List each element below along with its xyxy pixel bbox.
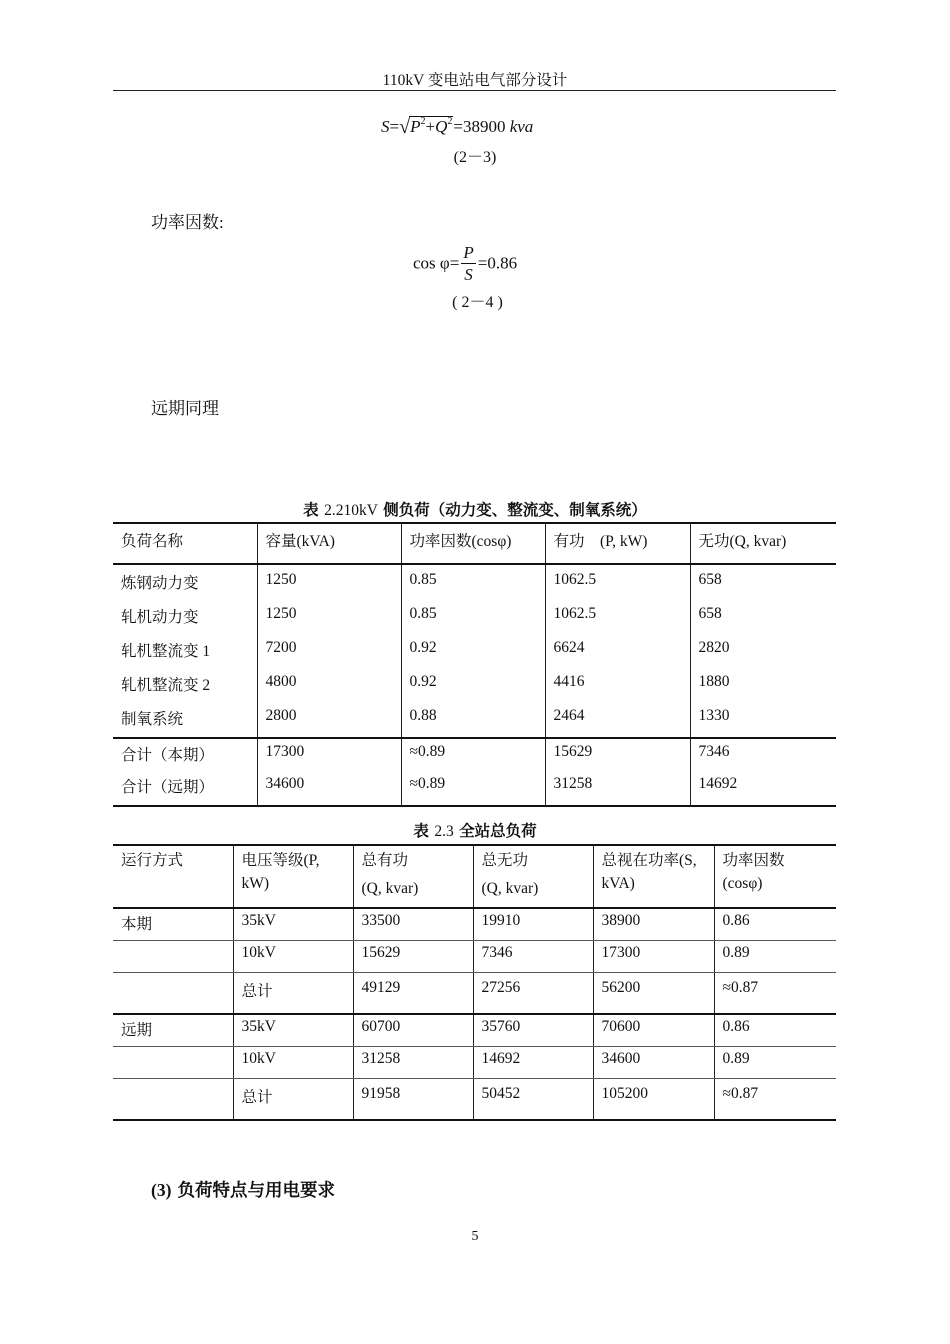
table-cell: 2820 (690, 635, 836, 669)
table-cell: 1250 (257, 564, 401, 601)
table-cell: 4416 (545, 669, 690, 703)
column-header: 容量(kVA) (257, 523, 401, 564)
table-cell: 总计 (233, 1079, 353, 1121)
table-cell: 49129 (353, 973, 473, 1015)
table-cell: 总计 (233, 973, 353, 1015)
table-total-row (113, 773, 836, 806)
table-cell: 0.86 (714, 1014, 836, 1047)
table-cell (113, 1079, 233, 1121)
table-cell: 70600 (593, 1014, 714, 1047)
table-cell: ≈0.87 (714, 973, 836, 1015)
table-cell: ≈0.89 (401, 738, 545, 773)
column-header: 功率因数 (cosφ) (714, 845, 836, 908)
table-row (113, 601, 836, 635)
table-cell: 0.85 (401, 601, 545, 635)
table-cell: 15629 (353, 941, 473, 973)
table-cell: 合计（远期） (113, 773, 257, 806)
table-cell: 7346 (690, 738, 836, 773)
table-cell: 7346 (473, 941, 593, 973)
table-row (113, 635, 836, 669)
column-header: 有功 (P, kW) (545, 523, 690, 564)
table-cell: 0.92 (401, 635, 545, 669)
section-heading-load-characteristics: (3) 负荷特点与用电要求 (151, 1180, 335, 1201)
table-cell: 38900 (593, 908, 714, 941)
table-cell: 34600 (593, 1047, 714, 1079)
table-cell: 合计（本期） (113, 738, 257, 773)
column-header: 无功(Q, kvar) (690, 523, 836, 564)
table-cell: 35kV (233, 1014, 353, 1047)
table-cell: 制氧系统 (121, 711, 184, 728)
table-cell: 轧机整流变 1 (121, 643, 211, 660)
table-cell: 15629 (545, 738, 690, 773)
table-station-total-load (113, 844, 836, 1121)
table-cell: 10kV (233, 1047, 353, 1079)
table-row (113, 564, 836, 601)
header-rule (113, 90, 836, 91)
table-cell-mode: 本期 (113, 908, 233, 941)
table-cell: 1330 (690, 703, 836, 738)
column-header: 负荷名称 (113, 523, 257, 564)
equation-number-2-3: (2－3) (453, 149, 497, 166)
table-cell: 35kV (233, 908, 353, 941)
table-cell: 105200 (593, 1079, 714, 1121)
table-cell: 炼钢动力变 (121, 575, 199, 592)
table-cell: 1062.5 (545, 601, 690, 635)
table-cell: ≈0.89 (401, 773, 545, 806)
table-cell: 轧机动力变 (121, 609, 199, 626)
paragraph-long-term: 远期同理 (151, 399, 219, 418)
table-cell: 0.92 (401, 669, 545, 703)
table-cell: 6624 (545, 635, 690, 669)
table-cell: 0.85 (401, 564, 545, 601)
equation-apparent-power: $S=√P^2+Q^2=38900$ kva (381, 116, 534, 138)
table-cell: 19910 (473, 908, 593, 941)
table-total-row (113, 738, 836, 773)
table-total-row (113, 973, 836, 1015)
table-cell: 1250 (257, 601, 401, 635)
paragraph-power-factor: 功率因数: (151, 213, 224, 232)
table-cell: 33500 (353, 908, 473, 941)
table-row (113, 941, 836, 973)
table-row (113, 669, 836, 703)
column-header: 电压等级(P, kW) (233, 845, 353, 908)
table-cell: 0.89 (714, 941, 836, 973)
column-header: 运行方式 (113, 845, 233, 908)
table-cell: 658 (690, 601, 836, 635)
table-cell: 2800 (257, 703, 401, 738)
table-cell: 35760 (473, 1014, 593, 1047)
column-header: 总无功 (Q, kvar) (473, 845, 593, 908)
table-row (113, 908, 836, 941)
table-cell: 4800 (257, 669, 401, 703)
table-cell: 0.86 (714, 908, 836, 941)
document-header-title: 110kV 变电站电气部分设计 (382, 72, 568, 89)
table-cell-mode: 远期 (113, 1014, 233, 1047)
table-header-row (113, 845, 836, 908)
equation-number-2-4: ( 2－4 ) (452, 294, 503, 311)
table-cell: 34600 (257, 773, 401, 806)
table-cell: 1062.5 (545, 564, 690, 601)
table-cell: 27256 (473, 973, 593, 1015)
column-header: 功率因数(cosφ) (401, 523, 545, 564)
table-cell: 17300 (257, 738, 401, 773)
table-cell: 0.89 (714, 1047, 836, 1079)
table-cell: 10kV (233, 941, 353, 973)
table-cell: 50452 (473, 1079, 593, 1121)
table-caption-10kv-load: 表 2.210kV 侧负荷（动力变、整流变、制氧系统） (303, 501, 647, 519)
table-cell: 1880 (690, 669, 836, 703)
table-cell: ≈0.87 (714, 1079, 836, 1121)
table-cell (113, 973, 233, 1015)
table-cell: 60700 (353, 1014, 473, 1047)
table-cell: 0.88 (401, 703, 545, 738)
page-number: 5 (471, 1229, 479, 1244)
column-header: 总有功 (Q, kvar) (353, 845, 473, 908)
table-10kv-side-load (113, 522, 836, 807)
table-cell: 17300 (593, 941, 714, 973)
table-caption-station-total-load: 表 2.3 全站总负荷 (413, 822, 537, 840)
table-total-row (113, 1079, 836, 1121)
table-cell: 31258 (353, 1047, 473, 1079)
table-cell: 91958 (353, 1079, 473, 1121)
table-row (113, 703, 836, 738)
table-cell: 2464 (545, 703, 690, 738)
table-row (113, 1047, 836, 1079)
equation-power-factor: cos φ= $\frac{P}{S}$ =0.86 (413, 243, 518, 284)
table-cell (113, 1047, 233, 1079)
table-cell: 轧机整流变 2 (121, 677, 211, 694)
table-cell: 14692 (690, 773, 836, 806)
table-cell: 658 (690, 564, 836, 601)
table-cell: 7200 (257, 635, 401, 669)
table-cell: 56200 (593, 973, 714, 1015)
table-row (113, 1014, 836, 1047)
table-cell: 31258 (545, 773, 690, 806)
table-header-row (113, 523, 836, 564)
table-cell: 14692 (473, 1047, 593, 1079)
column-header: 总视在功率(S, kVA) (593, 845, 714, 908)
table-cell (113, 941, 233, 973)
